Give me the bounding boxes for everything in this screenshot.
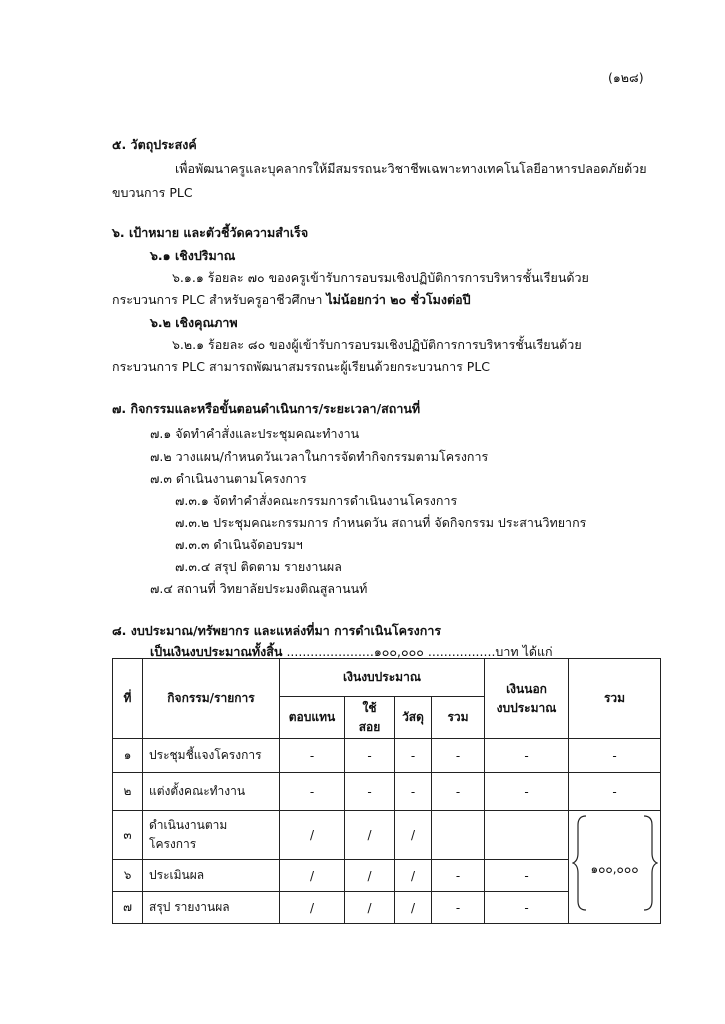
cell-sum: - [432,860,485,892]
grand-total-value: ๑๐๐,๐๐๐ [590,862,639,876]
budget-table [112,658,661,924]
cell-sum: - [432,739,485,773]
cell-activity [143,811,280,860]
cell-sum [432,811,485,860]
cell-use: - [345,739,395,773]
cell-material: / [395,811,432,860]
cell-nonbudget: - [485,773,569,811]
cell-use: / [345,860,395,892]
cell-activity: ประเมินผล [143,860,280,892]
section-6-2-line-2: กระบวนการ PLC สามารถพัฒนาสมรรถนะผู้เรียนด้วยกระบวนการ PLC [112,359,491,374]
section-7-subitem: ๗.๓.๔ สรุป ติดตาม รายงานผล [175,559,342,574]
section-6-2-heading: ๖.๒ เชิงคุณภาพ [150,315,238,330]
cell-nonbudget: - [485,739,569,773]
section-6-1-heading: ๖.๑ เชิงปริมาณ [150,248,236,263]
cell-use: - [345,773,395,811]
cell-no: ๗ [113,892,143,924]
section-7-subitem: ๗.๓.๓ ดำเนินจัดอบรมฯ [175,537,303,552]
section-7-item: ๗.๒ วางแผน/กำหนดวันเวลาในการจัดทำกิจกรรมตามโครงการ [150,449,489,464]
section-6-1-line-1: ๖.๑.๑ ร้อยละ ๗๐ ของครูเข้ารับการอบรมเชิงปฏิบัติการการบริหารชั้นเรียนด้วย [172,270,589,285]
cell-use: / [345,892,395,924]
header-sum: รวม [432,697,485,739]
cell-total: - [569,739,661,773]
header-total: รวม [569,659,661,739]
section-8-budget-line [150,646,553,659]
page-number: (๑๒๘) [608,70,644,85]
header-activity: กิจกรรม/รายการ [143,659,280,739]
section-6-1-emphasis: ไม่น้อยกว่า ๒๐ ชั่วโมงต่อปี [326,292,471,307]
header-use [345,697,395,739]
budget-label: เป็นเงินงบประมาณทั้งสิ้น [150,644,283,659]
cell-activity: ประชุมชี้แจงโครงการ [143,739,280,773]
header-use-line-2: สอย [358,719,381,734]
section-7-item: ๗.๓ ดำเนินงานตามโครงการ [150,471,307,486]
table-row [113,739,661,773]
cell-nonbudget [485,811,569,860]
header-nonbudget-line-1: เงินนอก [506,681,547,696]
section-7-item: ๗.๔ สถานที่ วิทยาลัยประมงติณสูลานนท์ [150,581,368,596]
cell-use: / [345,811,395,860]
budget-amount-line: ......................๑๐๐,๐๐๐ .................บาท ได้แก่ [286,644,553,659]
table-row [113,773,661,811]
cell-activity: แต่งตั้งคณะทำงาน [143,773,280,811]
section-6-1-line-2-text: กระบวนการ PLC สำหรับครูอาชีวศึกษา [112,292,323,307]
cell-no: ๓ [113,811,143,860]
header-nonbudget-line-2: งบประมาณ [496,700,557,715]
header-no: ที่ [113,659,143,739]
cell-activity-line-2: โครงการ [149,837,197,851]
cell-activity-line-1: ดำเนินงานตาม [149,818,228,832]
cell-compensation: / [280,811,345,860]
cell-activity: สรุป รายงานผล [143,892,280,924]
cell-no: ๑ [113,739,143,773]
cell-material: - [395,739,432,773]
section-5-line-1: เพื่อพัฒนาครูและบุคลากรให้มีสมรรถนะวิชาชีพเฉพาะทางเทคโนโลยีอาหารปลอดภัยด้วย [175,161,647,176]
cell-no: ๒ [113,773,143,811]
table-row [113,811,661,860]
header-material: วัสดุ [395,697,432,739]
cell-total: - [569,773,661,811]
cell-compensation: / [280,860,345,892]
section-6-heading: ๖. เป้าหมาย และตัวชี้วัดความสำเร็จ [112,225,309,240]
cell-sum: - [432,892,485,924]
cell-compensation: - [280,773,345,811]
section-5-heading: ๕. วัตถุประสงค์ [112,137,197,152]
cell-no: ๖ [113,860,143,892]
cell-material: - [395,773,432,811]
section-7-heading: ๗. กิจกรรมและหรือขั้นตอนดำเนินการ/ระยะเวลา/สถานที่ [112,401,421,416]
section-7-subitem: ๗.๓.๑ จัดทำคำสั่งคณะกรรมการดำเนินงานโครงการ [175,493,458,508]
grand-total-brace-group [569,811,660,923]
cell-compensation: / [280,892,345,924]
cell-sum: - [432,773,485,811]
header-use-line-1: ใช้ [362,700,377,715]
cell-material: / [395,860,432,892]
header-nonbudget [485,659,569,739]
cell-material: / [395,892,432,924]
cell-grand-total [569,811,661,924]
section-7-subitem: ๗.๓.๒ ประชุมคณะกรรมการ กำหนดวัน สถานที่ จัดกิจกรรม ประสานวิทยากร [175,515,587,530]
cell-nonbudget: - [485,860,569,892]
section-8-heading: ๘. งบประมาณ/ทรัพยากร และแหล่งที่มา การดำเนินโครงการ [112,623,442,638]
header-budget: เงินงบประมาณ [280,659,485,697]
header-compensation: ตอบแทน [280,697,345,739]
section-7-item: ๗.๑ จัดทำคำสั่งและประชุมคณะทำงาน [150,426,360,441]
section-6-2-line-1: ๖.๒.๑ ร้อยละ ๘๐ ของผู้เข้ารับการอบรมเชิงปฏิบัติการการบริหารชั้นเรียนด้วย [172,337,582,352]
section-5-line-2: ขบวนการ PLC [112,185,193,200]
cell-nonbudget: - [485,892,569,924]
cell-compensation: - [280,739,345,773]
section-6-1-line-2 [112,294,471,307]
